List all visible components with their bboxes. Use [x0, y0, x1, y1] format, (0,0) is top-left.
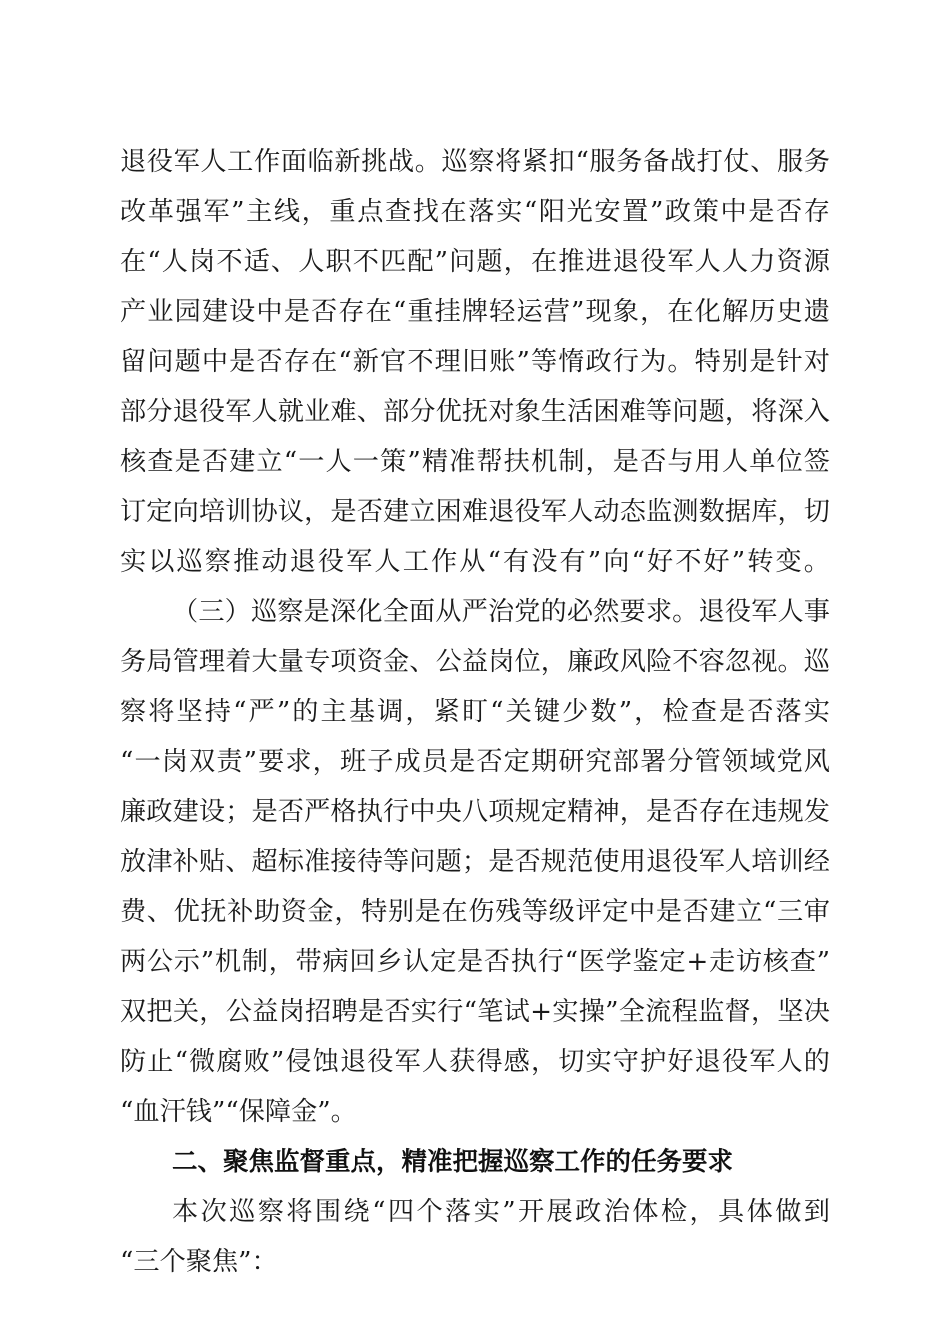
text-line: （三）巡察是深化全面从严治党的必然要求。退役军人事 [172, 597, 830, 627]
text-line: 退役军人工作面临新挑战。巡察将紧扣“服务备战打仗、服务 [120, 147, 830, 177]
section-heading: 二、聚焦监督重点，精准把握巡察工作的任务要求 [172, 1147, 734, 1177]
text-line: 核查是否建立“一人一策”精准帮扶机制，是否与用人单位签 [120, 447, 830, 477]
text-line: 本次巡察将围绕“四个落实”开展政治体检，具体做到 [172, 1197, 830, 1227]
text-line: 廉政建设；是否严格执行中央八项规定精神，是否存在违规发 [120, 797, 830, 827]
text-line: 留问题中是否存在“新官不理旧账”等惰政行为。特别是针对 [120, 347, 830, 377]
text-line: 部分退役军人就业难、部分优抚对象生活困难等问题，将深入 [120, 397, 830, 427]
text-line: “一岗双责”要求，班子成员是否定期研究部署分管领域党风 [120, 747, 830, 777]
text-line: 订定向培训协议，是否建立困难退役军人动态监测数据库，切 [120, 497, 830, 527]
text-line: 费、优抚补助资金，特别是在伤残等级评定中是否建立“三审 [120, 897, 830, 927]
text-line: 双把关，公益岗招聘是否实行“笔试+实操”全流程监督，坚决 [120, 997, 830, 1027]
text-line: 放津补贴、超标准接待等问题；是否规范使用退役军人培训经 [120, 847, 830, 877]
text-line: 产业园建设中是否存在“重挂牌轻运营”现象，在化解历史遗 [120, 297, 830, 327]
text-line: 务局管理着大量专项资金、公益岗位，廉政风险不容忽视。巡 [120, 647, 830, 677]
text-line: “血汗钱”“保障金”。 [120, 1097, 357, 1127]
text-line: 改革强军”主线，重点查找在落实“阳光安置”政策中是否存 [120, 197, 830, 227]
text-line: “三个聚焦”： [120, 1247, 278, 1277]
text-line: 防止“微腐败”侵蚀退役军人获得感，切实守护好退役军人的 [120, 1047, 830, 1077]
text-line: 实以巡察推动退役军人工作从“有没有”向“好不好”转变。 [120, 547, 830, 577]
text-line: 在“人岗不适、人职不匹配”问题，在推进退役军人人力资源 [120, 247, 830, 277]
text-line: 两公示”机制，带病回乡认定是否执行“医学鉴定+走访核查” [120, 947, 830, 977]
text-line: 察将坚持“严”的主基调，紧盯“关键少数”，检查是否落实 [120, 697, 830, 727]
